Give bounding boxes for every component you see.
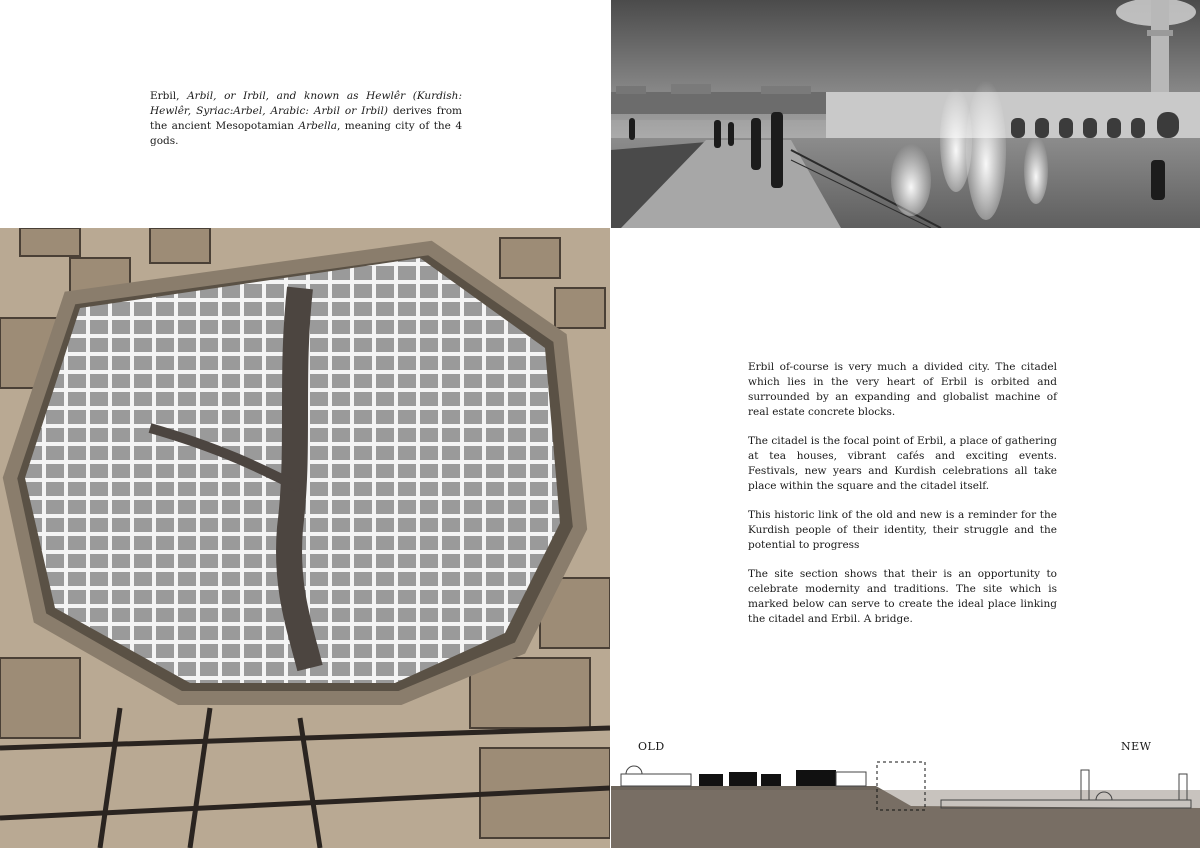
intro-text-plain-2: derives from the ancient Mesopotamian xyxy=(150,105,462,132)
intro-text-arbella: Arbella xyxy=(298,120,337,132)
intro-text-plain-3: , meaning city of the 4 gods. xyxy=(150,120,462,147)
square-photo xyxy=(611,0,1200,228)
site-section-drawing xyxy=(611,730,1200,848)
paragraph-site-section: The site section shows that their is an opportunity to celebrate modernity and traditions. The site which is marked below can serve to create the ideal place linking the citadel and Erbil. A bridge. xyxy=(748,568,1057,625)
paragraph-divided-city: Erbil of-course is very much a divided city. The citadel which lies in the very heart of Erbil is orbited and surrounded by an expanding and globalist machine of real estate concrete blocks. xyxy=(748,361,1057,418)
intro-text-plain-1: Erbil, xyxy=(150,90,188,102)
square-photo-illustration xyxy=(611,0,1200,228)
section-label-old: OLD xyxy=(638,740,665,753)
citadel-model-photo xyxy=(0,228,610,848)
intro-text xyxy=(150,89,462,149)
citadel-model-illustration xyxy=(0,228,610,848)
section-label-new: NEW xyxy=(1121,740,1152,753)
paragraph-historic-link: This historic link of the old and new is a reminder for the Kurdish people of their identity, their struggle and the potential to progress xyxy=(748,509,1057,551)
section-illustration xyxy=(611,730,1200,848)
paragraph-focal-point: The citadel is the focal point of Erbil, a place of gathering at tea houses, vibrant cafés and exciting events. Festivals, new years and Kurdish celebrations all take place within the square and the citadel itself. xyxy=(748,435,1057,492)
description-text xyxy=(748,360,1057,641)
intro-text-names: Arbil, or Irbil, and known as Hewlêr (Kurdish: Hewlêr, Syriac:Arbel, Arabic: Arbil or Irbil) xyxy=(150,90,462,117)
